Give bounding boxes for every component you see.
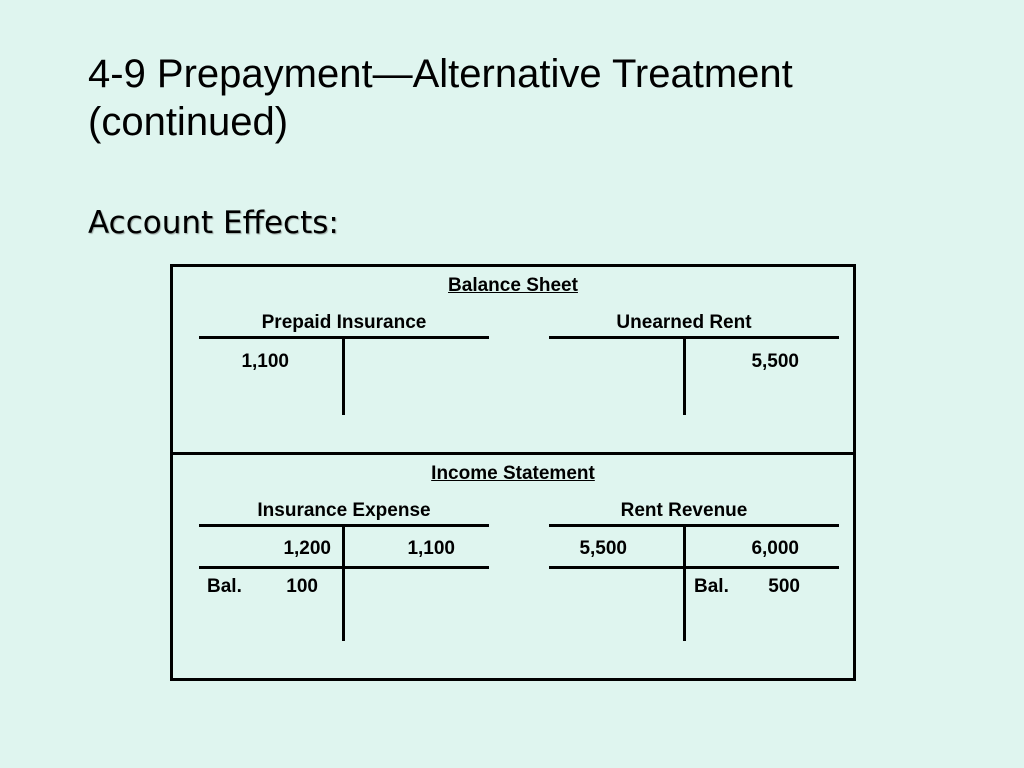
insurance-expense-name: Insurance Expense — [257, 500, 431, 521]
unearned-rent-credit: 5,500 — [751, 351, 799, 372]
insurance-expense-balance: 100 — [286, 576, 318, 597]
slide-subtitle: Account Effects: — [88, 205, 339, 241]
rent-revenue-balance: 500 — [768, 576, 800, 597]
prepaid-insurance-debit: 1,100 — [241, 351, 289, 372]
t-account-center-line — [342, 527, 345, 641]
section-divider — [173, 452, 853, 455]
rent-revenue-credit: 6,000 — [751, 538, 799, 559]
income-statement-heading: Income Statement — [431, 463, 595, 484]
balance-line — [549, 566, 839, 569]
unearned-rent-name: Unearned Rent — [616, 312, 752, 333]
t-account-center-line — [683, 527, 686, 641]
balance-sheet-heading: Balance Sheet — [448, 275, 578, 296]
rent-revenue-balance-label: Bal. — [694, 576, 729, 597]
t-account-top-line — [549, 524, 839, 527]
insurance-expense-balance-label: Bal. — [207, 576, 242, 597]
rent-revenue-debit: 5,500 — [579, 538, 627, 559]
t-account-center-line — [683, 339, 686, 415]
slide-title: 4-9 Prepayment—Alternative Treatment (continued) — [88, 52, 793, 144]
rent-revenue-name: Rent Revenue — [620, 500, 748, 521]
t-account-top-line — [549, 336, 839, 339]
insurance-expense-debit: 1,200 — [283, 538, 331, 559]
account-effects-box — [170, 264, 856, 681]
balance-line — [199, 566, 489, 569]
insurance-expense-credit: 1,100 — [407, 538, 455, 559]
t-account-center-line — [342, 339, 345, 415]
prepaid-insurance-name: Prepaid Insurance — [261, 312, 427, 333]
